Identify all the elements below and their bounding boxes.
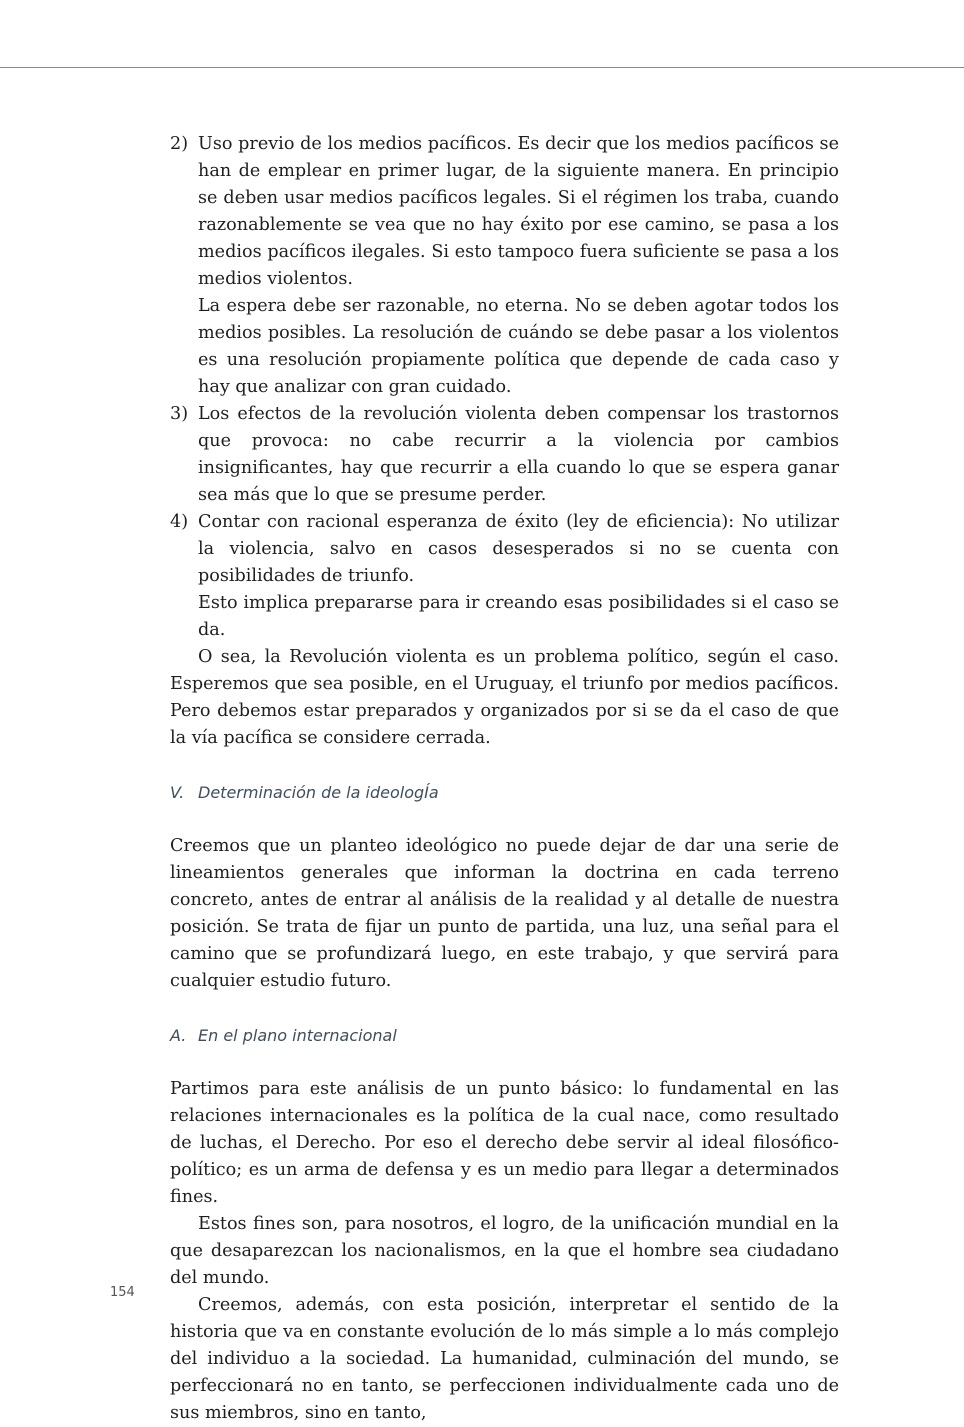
body-paragraph: Creemos que un planteo ideológico no puede dejar de dar una serie de lineamientos generales que informan la doctrina en cada terreno concreto, antes de entrar al análisis de la realidad y al detalle de nuestra posición. Se trata de fijar un punto de partida, una luz, una señal para el camino que se profundizará luego, en este trabajo, y que servirá para cualquier estudio futuro. bbox=[170, 836, 839, 991]
section-title: En el plano internacional bbox=[198, 1026, 397, 1045]
page-body bbox=[170, 131, 839, 1427]
list-item-continuation: Esto implica prepararse para ir creando esas posibilidades si el caso se da. bbox=[198, 593, 839, 640]
section-number: A. bbox=[170, 1026, 187, 1045]
list-item-text: Uso previo de los medios pacíficos. Es decir que los medios pacíficos se han de emplear en primer lugar, de la siguiente manera. En principio se deben usar medios pacíficos legales. Si el régimen los traba, cuando razonablemente se vea que no hay éxito por ese camino, se pasa a los medios pacíficos ilegales. Si esto tampoco fuera suficiente se pasa a los medios violentos. bbox=[198, 134, 839, 289]
list-item-text: Los efectos de la revolución violenta deben compensar los trastornos que provoca: no cabe recurrir a la violencia por cambios insignificantes, hay que recurrir a ella cuando lo que se espera ganar sea más que lo que se presume perder. bbox=[198, 404, 839, 505]
body-paragraph: Creemos, además, con esta posición, interpretar el sentido de la historia que va en constante evolución de lo más simple a lo más complejo del individuo a la sociedad. La humanidad, culminación del mundo, se perfeccionará no en tanto, se perfeccionen individualmente cada uno de sus miembros, sino en tanto, bbox=[170, 1295, 839, 1423]
section-heading-v bbox=[170, 779, 839, 806]
section-heading-a bbox=[170, 1022, 839, 1049]
section-number: V. bbox=[170, 783, 185, 802]
list-item-3 bbox=[170, 401, 839, 509]
body-paragraph: Partimos para este análisis de un punto básico: lo fundamental en las relaciones internacionales es la política de la cual nace, como resultado de luchas, el Derecho. Por eso el derecho debe servir al ideal filosófico-político; es un arma de defensa y es un medio para llegar a determinados fines. bbox=[170, 1079, 839, 1207]
list-item-continuation: La espera debe ser razonable, no eterna. No se deben agotar todos los medios posibles. La resolución de cuándo se debe pasar a los violentos es una resolución propiamente política que depende de cada caso y hay que analizar con gran cuidado. bbox=[198, 296, 839, 397]
list-number: 2) bbox=[170, 134, 189, 154]
header-rule bbox=[0, 67, 964, 68]
list-number: 3) bbox=[170, 404, 189, 424]
list-item-text: Contar con racional esperanza de éxito (ley de eficiencia): No utilizar la violencia, salvo en casos desesperados si no se cuenta con posibilidades de triunfo. bbox=[198, 512, 839, 586]
list-item-4 bbox=[170, 509, 839, 590]
body-paragraph: O sea, la Revolución violenta es un problema político, según el caso. Esperemos que sea posible, en el Uruguay, el triunfo por medios pacíficos. Pero debemos estar preparados y organizados por si se da el caso de que la vía pacífica se considere cerrada. bbox=[170, 647, 839, 748]
page-number: 154 bbox=[110, 1285, 135, 1300]
list-number: 4) bbox=[170, 512, 189, 532]
body-paragraph: Estos fines son, para nosotros, el logro, de la unificación mundial en la que desaparezcan los nacionalismos, en la que el hombre sea ciudadano del mundo. bbox=[170, 1214, 839, 1288]
list-item-2 bbox=[170, 131, 839, 293]
section-title: Determinación de la ideologÍa bbox=[198, 783, 439, 802]
